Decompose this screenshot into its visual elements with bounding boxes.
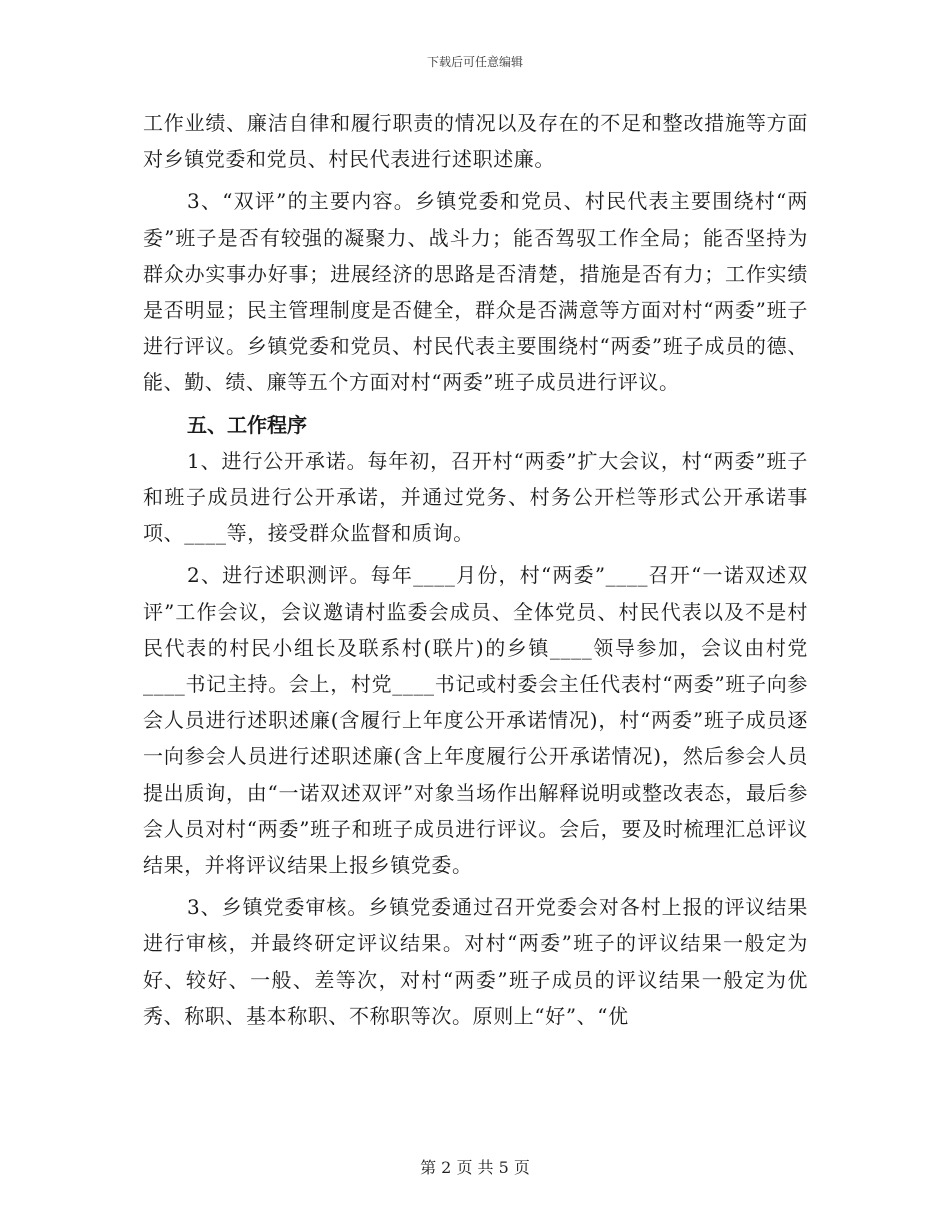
document-body: [143, 105, 808, 1034]
download-note: 下载后可任意编辑: [426, 55, 523, 69]
paragraph-public-commitment: 1、进行公开承诺。每年初，召开村“两委”扩大会议，村“两委”班子和班子成员进行公开承诺，并通过党务、村务公开栏等形式公开承诺事项、____等，接受群众监督和质询。: [143, 448, 808, 546]
paragraph-party-review: 3、乡镇党委审核。乡镇党委通过召开党委会对各村上报的评议结果进行审核，并最终研定评议结果。对村“两委”班子的评议结果一般定为好、较好、一般、差等次，对村“两委”班子成员的评议结果一般定为优秀、称职、基本称职、不称职等次。原则上“好”、“优: [143, 895, 808, 1028]
paragraph-continuation: 工作业绩、廉洁自律和履行职责的情况以及存在的不足和整改措施等方面对乡镇党委和党员、村民代表进行述职述廉。: [143, 111, 808, 172]
paragraph-shuangping-content: 3、“双评”的主要内容。乡镇党委和党员、村民代表主要围绕村“两委”班子是否有较强的凝聚力、战斗力；能否驾驭工作全局；能否坚持为群众办实事办好事；进展经济的思路是否清楚，措施是否有力；工作实绩是否明显；民主管理制度是否健全，群众是否满意等方面对村“两委”班子进行评议。乡镇党委和党员、村民代表主要围绕村“两委”班子成员的德、能、勤、绩、廉等五个方面对村“两委”班子成员进行评议。: [143, 189, 808, 395]
page-number: 第 2 页 共 5 页: [420, 1158, 530, 1177]
section-heading: 五、工作程序: [187, 412, 307, 437]
paragraph-report-evaluation: 2、进行述职测评。每年____月份，村“两委”____召开“一诺双述双评”工作会议，会议邀请村监委会成员、全体党员、村民代表以及不是村民代表的村民小组长及联系村(联片)的乡镇____领导参加，会议由村党____书记主持。会上，村党____书记或村委会主任代表村“两委”班子向参会人员进行述职述廉(含履行上年度公开承诺情况)，村“两委”班子成员逐一向参会人员进行述职述廉(含上年度履行公开承诺情况)，然后参会人员提出质询，由“一诺双述双评”对象当场作出解释说明或整改表态，最后参会人员对村“两委”班子和班子成员进行评议。会后，要及时梳理汇总评议结果，并将评议结果上报乡镇党委。: [143, 563, 808, 878]
